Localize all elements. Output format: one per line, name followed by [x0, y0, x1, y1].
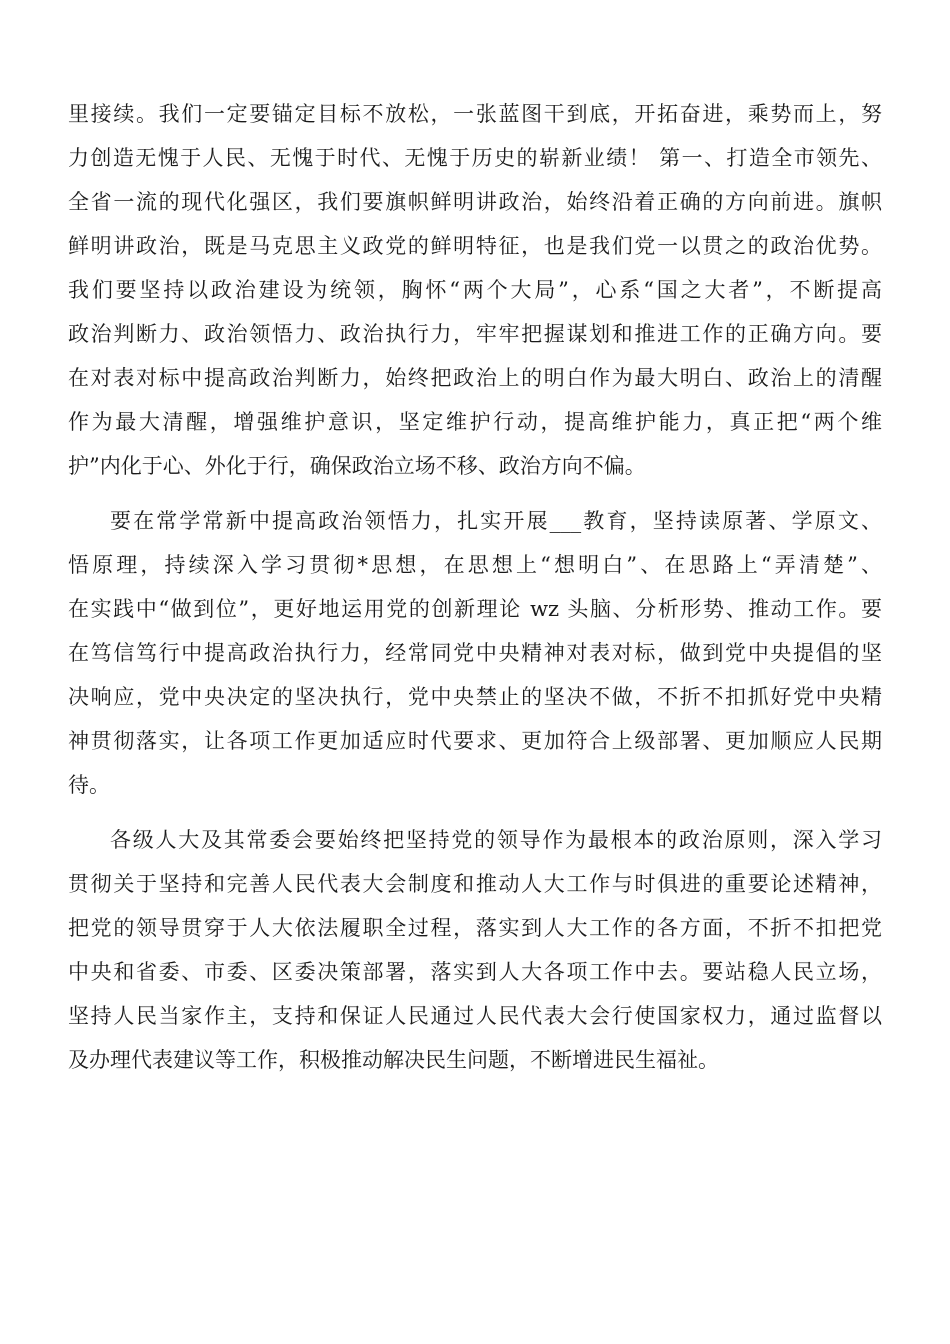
text-line: 力创造无愧于人民、无愧于时代、无愧于历史的崭新业绩！ 第一、打造全市领先、 [68, 146, 882, 170]
text-line: 待。 [68, 773, 110, 797]
text-line: 我们要坚持以政治建设为统领，胸怀“两个大局”，心系“国之大者”，不断提高 [68, 278, 882, 302]
text-line: 把党的领导贯穿于人大依法履职全过程，落实到人大工作的各方面，不折不扣把党 [68, 916, 882, 940]
text-line: 坚持人民当家作主，支持和保证人民通过人民代表大会行使国家权力，通过监督以 [68, 1004, 882, 1028]
text-line: 贯彻关于坚持和完善人民代表大会制度和推动人大工作与时俱进的重要论述精神， [68, 872, 882, 896]
text-line: 悟原理，持续深入学习贯彻*思想，在思想上“想明白”、在思路上“弄清楚”、 [68, 553, 882, 577]
text-line: 及办理代表建议等工作，积极推动解决民生问题，不断增进民生福祉。 [68, 1048, 719, 1072]
text-line: 全省一流的现代化强区，我们要旗帜鲜明讲政治，始终沿着正确的方向前进。旗帜 [68, 190, 882, 214]
text-line: 政治判断力、政治领悟力、政治执行力，牢牢把握谋划和推进工作的正确方向。要 [68, 322, 882, 346]
text-line: 在实践中“做到位”，更好地运用党的创新理论 wz 头脑、分析形势、推动工作。要 [68, 597, 882, 621]
text-line: 护”内化于心、外化于行，确保政治立场不移、政治方向不偏。 [68, 454, 646, 478]
paragraph-3 [68, 818, 882, 1082]
text-line: 各级人大及其常委会要始终把坚持党的领导作为最根本的政治原则，深入学习 [110, 828, 882, 852]
document-body [68, 92, 882, 1093]
text-line: 里接续。我们一定要锚定目标不放松，一张蓝图干到底，开拓奋进，乘势而上，努 [68, 102, 882, 126]
text-line: 在对表对标中提高政治判断力，始终把政治上的明白作为最大明白、政治上的清醒 [68, 366, 882, 390]
text-line: 要在常学常新中提高政治领悟力，扎实开展___教育，坚持读原著、学原文、 [110, 509, 882, 533]
paragraph-1 [68, 92, 882, 488]
text-line: 神贯彻落实，让各项工作更加适应时代要求、更加符合上级部署、更加顺应人民期 [68, 729, 882, 753]
text-line: 鲜明讲政治，既是马克思主义政党的鲜明特征，也是我们党一以贯之的政治优势。 [68, 234, 882, 258]
text-line: 在笃信笃行中提高政治执行力，经常同党中央精神对表对标，做到党中央提倡的坚 [68, 641, 882, 665]
text-line: 作为最大清醒，增强维护意识，坚定维护行动，提高维护能力，真正把“两个维 [68, 410, 882, 434]
text-line: 中央和省委、市委、区委决策部署，落实到人大各项工作中去。要站稳人民立场， [68, 960, 882, 984]
text-line: 决响应，党中央决定的坚决执行，党中央禁止的坚决不做，不折不扣抓好党中央精 [68, 685, 882, 709]
paragraph-2 [68, 499, 882, 807]
